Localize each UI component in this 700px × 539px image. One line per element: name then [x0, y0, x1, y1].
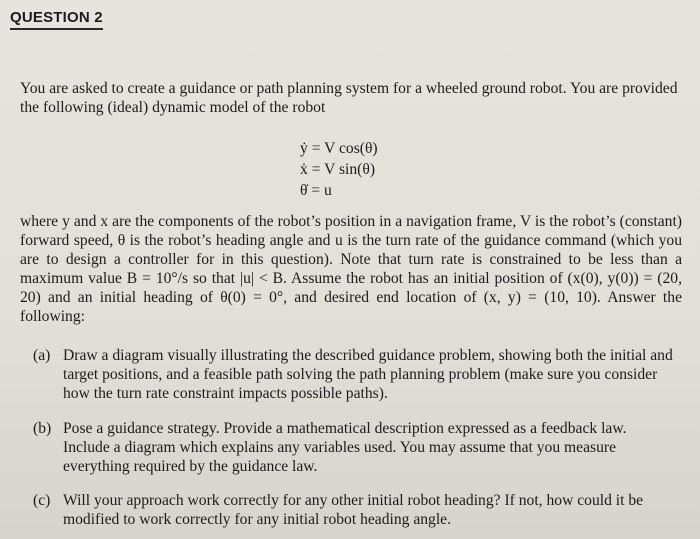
equation-theta-dot: θ̇ = u: [300, 182, 332, 199]
part-b: [33, 419, 673, 476]
part-a-text: Draw a diagram visually illustrating the described guidance problem, showing both the initial and target positions, and a feasible path solving the path planning problem (make sure you consider how the turn rate constraint impacts possible paths).: [63, 347, 673, 402]
part-b-label: (b): [33, 420, 52, 437]
part-c-text: Will your approach work correctly for any other initial robot heading? If not, how could it be modified to work correctly for any initial robot heading angle.: [63, 492, 644, 528]
dynamic-model-equations: [300, 138, 378, 201]
part-c: [33, 491, 673, 529]
problem-description: where y and x are the components of the robot’s position in a navigation frame, V is the robot’s (constant) forward speed, θ is the robot’s heading angle and u is the turn rate of the guidance command (which you are to design a controller for in this question). Note that turn rate is constrained to be less than a maximum value B = 10°/s so that |u| < B. Assume the robot has an initial position of (x(0), y(0)) = (20, 20) and an initial heading of θ(0) = 0°, and desired end location of (x, y) = (10, 10). Answer the following:: [20, 213, 682, 325]
part-c-label: (c): [33, 492, 51, 509]
equation-y-dot: ẏ = V cos(θ): [300, 140, 378, 157]
question-heading: QUESTION 2: [10, 9, 103, 30]
part-a-label: (a): [33, 347, 51, 364]
part-b-text: Pose a guidance strategy. Provide a mathematical description expressed as a feedback law. Include a diagram which explains any variables used. You may assume that you measure everything required by the guidance law.: [63, 420, 627, 475]
equation-x-dot: ẋ = V sin(θ): [300, 161, 376, 178]
part-a: [33, 346, 673, 403]
intro-paragraph: You are asked to create a guidance or path planning system for a wheeled ground robot. You are provided the following (ideal) dynamic model of the robot: [20, 80, 678, 116]
